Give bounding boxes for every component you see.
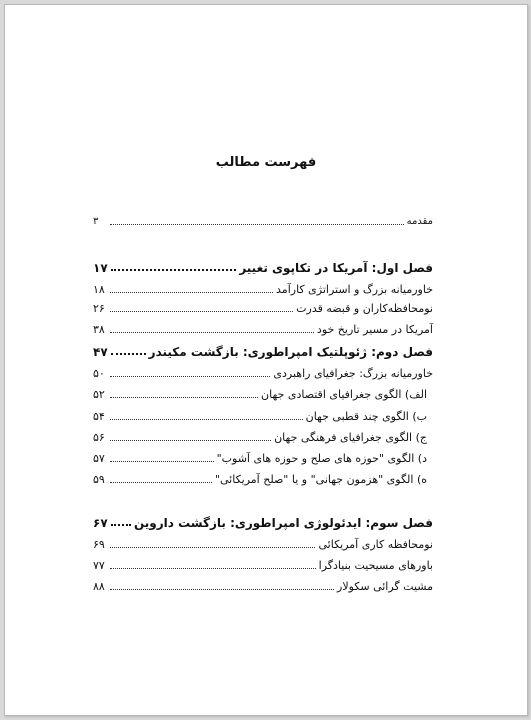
toc-entry-label: خاورمیانه بزرگ و استراتژی کارآمد bbox=[276, 283, 433, 296]
leader-dots bbox=[111, 353, 146, 355]
toc-page-number: ۳۸ bbox=[93, 323, 105, 336]
toc-page-number: ۴۷ bbox=[93, 345, 108, 359]
toc-entry bbox=[93, 363, 433, 381]
toc-entry-label: نومحافظه کاری آمریکائی bbox=[318, 538, 433, 551]
toc-page-number: ۵۰ bbox=[93, 367, 105, 380]
document-page bbox=[4, 4, 528, 716]
leader-dots bbox=[110, 376, 270, 377]
toc-chapter-label: فصل سوم: ایدئولوژی امپراطوری: بازگشت داروین bbox=[133, 516, 433, 530]
toc-entry-label: آمریکا در مسیر تاریخ خود bbox=[316, 323, 433, 336]
toc-entry-label: نومحافظه‌کاران و قبضه قدرت bbox=[296, 302, 433, 315]
leader-dots bbox=[110, 589, 334, 590]
toc-page-number: ۵۹ bbox=[93, 473, 105, 486]
toc-chapter-2 bbox=[93, 341, 433, 359]
leader-dots bbox=[110, 568, 316, 569]
toc-entry-label: ب) الگوی چند قطبی جهان bbox=[305, 410, 427, 423]
toc-page-number: ۵۴ bbox=[93, 410, 105, 423]
toc-entry bbox=[93, 298, 433, 316]
toc-entry bbox=[93, 319, 433, 337]
toc-entry-label: الف) الگوی جغرافیای اقتصادی جهان bbox=[261, 388, 427, 401]
toc-page-number: ۵۶ bbox=[93, 431, 105, 444]
toc-chapter-1 bbox=[93, 257, 433, 275]
leader-dots bbox=[111, 524, 131, 526]
toc-entry-label: خاورمیانه بزرگ: جغرافیای راهبردی bbox=[273, 367, 433, 380]
leader-dots bbox=[110, 397, 258, 398]
toc-entry-label: مقدمه bbox=[406, 216, 433, 227]
leader-dots bbox=[110, 482, 212, 483]
leader-dots bbox=[110, 419, 303, 420]
toc-entry-label: د) الگوی "حوزه های صلح و حوزه های آشوب" bbox=[216, 452, 427, 465]
toc-entry-label: ه) الگوی "هزمون جهانی" و یا "صلح آمریکائی" bbox=[214, 473, 427, 486]
toc-entry bbox=[93, 576, 433, 594]
toc-page-number: ۵۲ bbox=[93, 388, 105, 401]
toc-entry bbox=[93, 448, 427, 466]
toc-page-number: ۵۷ bbox=[93, 452, 105, 465]
leader-dots bbox=[110, 292, 273, 293]
toc-page-number: ۱۸ bbox=[93, 283, 105, 296]
leader-dots bbox=[111, 269, 237, 271]
toc-entry-label: ج) الگوی جغرافیای فرهنگی جهان bbox=[274, 431, 427, 444]
toc-chapter-3 bbox=[93, 512, 433, 530]
toc-entry-introduction bbox=[93, 211, 433, 229]
toc-chapter-label: فصل دوم: ژئوپلتیک امپراطوری: بازگشت مکیندر bbox=[148, 345, 433, 359]
toc-page-number: ۶۹ bbox=[93, 538, 105, 551]
toc-title: فهرست مطالب bbox=[215, 155, 317, 170]
leader-dots bbox=[110, 461, 214, 462]
toc-page-number: ۸۸ bbox=[93, 580, 105, 593]
toc-page-number: ۳ bbox=[93, 216, 99, 227]
toc-entry bbox=[93, 469, 427, 487]
toc-page-number: ۷۷ bbox=[93, 559, 105, 572]
leader-dots bbox=[110, 332, 314, 333]
toc-page-number: ۱۷ bbox=[93, 261, 108, 275]
leader-dots bbox=[110, 547, 315, 548]
toc-entry bbox=[93, 406, 427, 424]
toc-entry bbox=[93, 279, 433, 297]
toc-entry-label: مشیت گرائی سکولار bbox=[337, 580, 433, 593]
toc-page-number: ۶۷ bbox=[93, 516, 108, 530]
toc-chapter-label: فصل اول: آمریکا در تکاپوی تغییر bbox=[239, 261, 433, 275]
toc-entry bbox=[93, 555, 433, 573]
toc-page-number: ۲۶ bbox=[93, 302, 105, 315]
leader-dots bbox=[110, 224, 404, 225]
toc-entry bbox=[93, 427, 427, 445]
table-of-contents bbox=[5, 5, 527, 715]
leader-dots bbox=[110, 440, 271, 441]
toc-entry bbox=[93, 384, 427, 402]
leader-dots bbox=[110, 311, 293, 312]
toc-entry bbox=[93, 534, 433, 552]
toc-entry-label: باورهای مسیحیت بنیادگرا bbox=[318, 559, 433, 572]
